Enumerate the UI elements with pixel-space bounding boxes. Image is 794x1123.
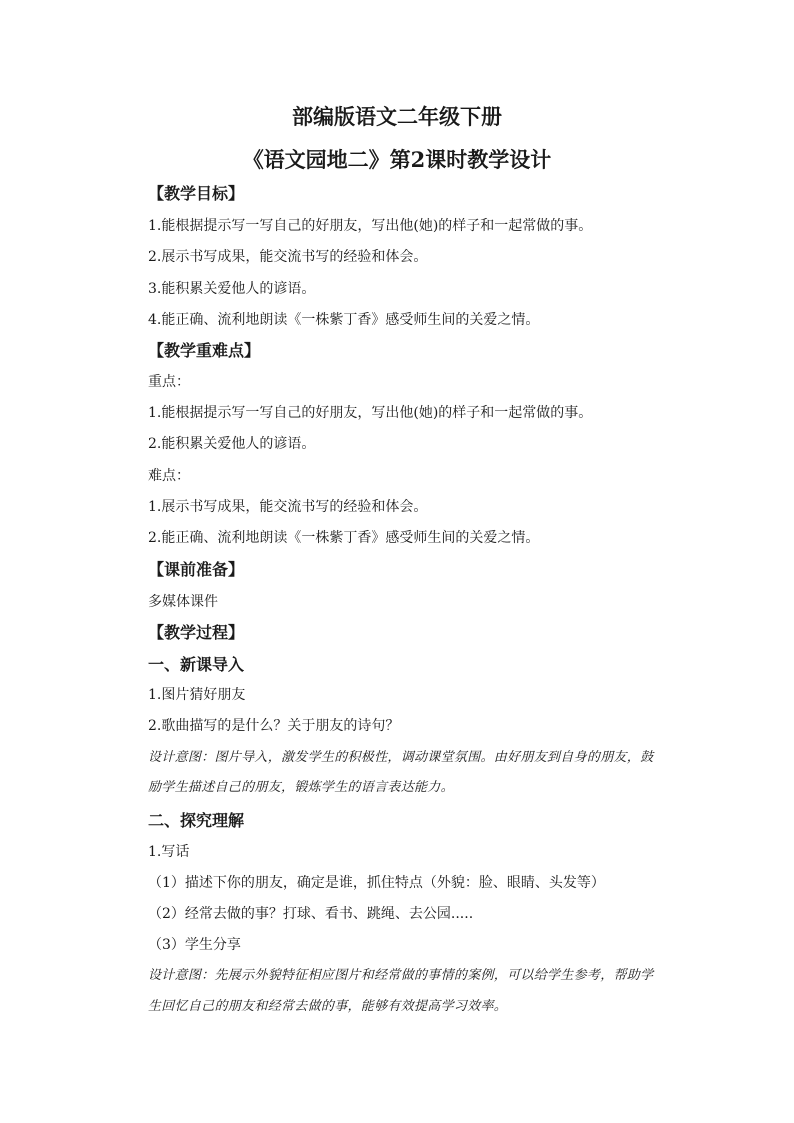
part1-item-1: 1.图片猜好朋友 (148, 687, 246, 703)
preparation-heading: 【课前准备】 (148, 560, 245, 579)
part1-note-line2: 励学生描述自己的朋友，锻炼学生的语言表达能力。 (148, 780, 454, 795)
process-heading: 【教学过程】 (148, 623, 245, 642)
focus-item-2: 2.能积累关爱他人的谚语。 (148, 436, 316, 452)
doc-title-line1: 部编版语文二年级下册 (292, 104, 502, 129)
part1-heading: 一、新课导入 (148, 655, 245, 674)
doc-title-line2: 《语文园地二》第2课时教学设计 (242, 147, 552, 172)
part2-item-3: （3）学生分享 (148, 937, 241, 953)
part1-item-2: 2.歌曲描写的是什么？关于朋友的诗句？ (148, 718, 400, 734)
part2-item-2: （2）经常去做的事？打球、看书、跳绳、去公园..... (148, 906, 474, 922)
part1-note-line1: 设计意图：图片导入，激发学生的积极性，调动课堂氛围。由好朋友到自身的朋友，鼓 (148, 750, 654, 765)
part2-note-line1: 设计意图：先展示外貌特征相应图片和经常做的事情的案例，可以给学生参考，帮助学 (148, 968, 654, 983)
difficulty-label: 难点： (148, 468, 190, 484)
difficulty-item-2: 2.能正确、流利地朗读《一株紫丁香》感受师生间的关爱之情。 (148, 530, 540, 546)
focus-label: 重点： (148, 374, 190, 390)
goal-item-1: 1.能根据提示写一写自己的好朋友，写出他(她)的样子和一起常做的事。 (148, 218, 593, 234)
difficulty-item-1: 1.展示书写成果，能交流书写的经验和体会。 (148, 499, 428, 515)
key-points-heading: 【教学重难点】 (148, 341, 261, 360)
part2-item-1: （1）描述下你的朋友，确定是谁，抓住特点（外貌：脸、眼睛、头发等） (148, 875, 605, 891)
preparation-text: 多媒体课件 (148, 594, 218, 610)
goal-item-4: 4.能正确、流利地朗读《一株紫丁香》感受师生间的关爱之情。 (148, 312, 540, 328)
part2-note-line2: 生回忆自己的朋友和经常去做的事，能够有效提高学习效率。 (148, 999, 508, 1014)
part2-heading: 二、探究理解 (148, 811, 245, 830)
goals-heading: 【教学目标】 (148, 184, 245, 203)
goal-item-2: 2.展示书写成果，能交流书写的经验和体会。 (148, 249, 428, 265)
part2-subheading: 1.写话 (148, 844, 190, 860)
goal-item-3: 3.能积累关爱他人的谚语。 (148, 281, 316, 297)
focus-item-1: 1.能根据提示写一写自己的好朋友，写出他(她)的样子和一起常做的事。 (148, 405, 593, 421)
